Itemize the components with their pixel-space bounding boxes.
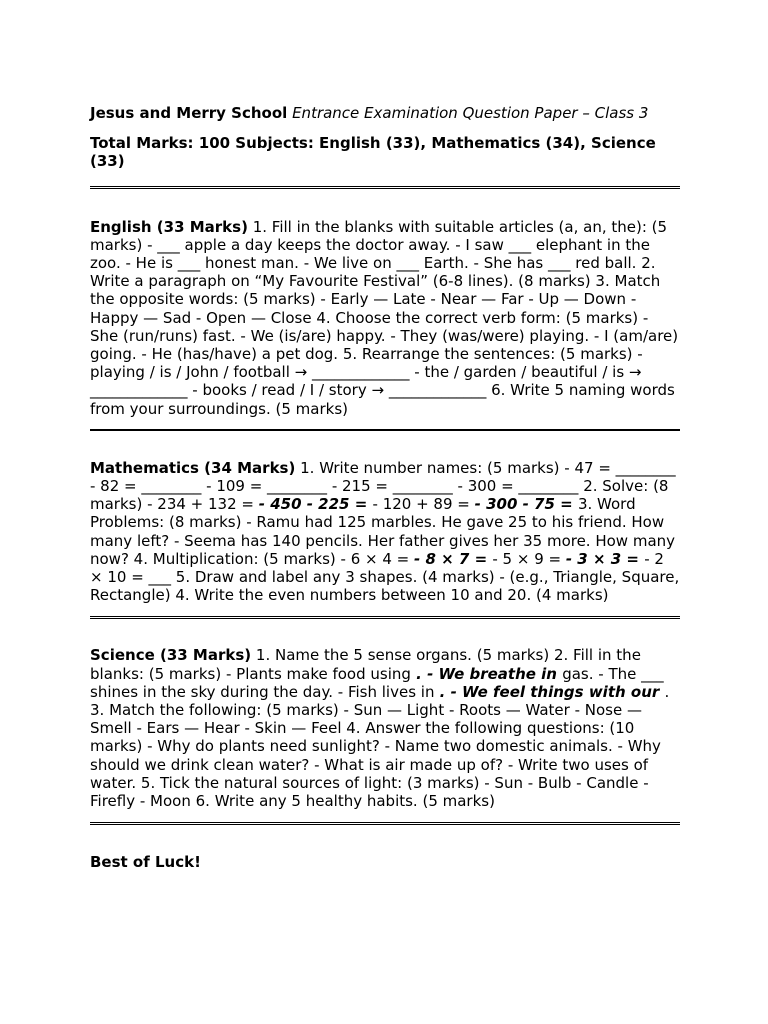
math-emphasis: - 8 × 7 = [414,549,493,568]
english-questions: 1. Fill in the blanks with suitable articles (a, an, the): (5 marks) - ___ apple a day keeps the doctor away. - I saw ___ elephant in the zoo. - He is ___ honest man. - We live on ___ Earth. - She has ___ red ball. 2. Write a paragraph on “My Favourite Festival” (6-8 lines). (8 marks) 3. Match the opposite words: (5 marks) - Early — Late - Near — Far - Up — Down - Happy — Sad - Open — Close 4. Choose the correct verb form: (5 marks) - She (run/runs) fast. - We (is/are) happy. - They (was/were) playing. - I (am/are) going. - He (has/have) a pet dog. 5. Rearrange the sentences: (5 marks) - playing / is / John / football → _____________ - the / garden / beautiful / is → _____________ - books / read / I / story → _____________ 6. Write 5 naming words from your surroundings. (5 marks) [90,217,679,418]
total-marks-line: Total Marks: 100 Subjects: English (33), Mathematics (34), Science (33) [90,134,656,171]
paper-header [90,104,680,122]
mathematics-heading: Mathematics (34 Marks) [90,458,296,477]
math-questions-part: - 120 + 89 = [372,495,475,514]
math-questions-part: - 5 × 9 = [492,549,566,568]
section-divider [90,616,680,619]
science-section [90,646,680,810]
science-questions-part: 1. Name the 5 sense organs. (5 marks) 2. Fill in the blanks: (5 marks) - Plants make food using [90,646,641,683]
math-emphasis: - 3 × 3 = [565,549,645,568]
science-questions-part: gas. - The ___ shines in the sky during the day. - Fish lives in [90,664,664,701]
math-emphasis: - 300 - 75 = [474,495,578,514]
mathematics-section [90,459,680,605]
math-emphasis: - 450 - 225 = [258,495,373,514]
science-emphasis: . - We breathe in [410,664,563,683]
closing-message: Best of Luck! [90,853,201,872]
math-questions-part: - 2 × 10 = ___ 5. Draw and label any 3 shapes. (4 marks) - (e.g., Triangle, Square, Rectangle) 4. Write the even numbers between 10 and 20. (4 marks) [90,549,680,605]
paper-title: Entrance Examination Question Paper – Class 3 [292,104,649,122]
science-heading: Science (33 Marks) [90,646,252,665]
science-questions-part: . 3. Match the following: (5 marks) - Sun — Light - Roots — Water - Nose — Smell - Ears — Hear - Skin — Feel 4. Answer the following questions: (10 marks) - Why do plants need sunlight? - Name two domestic animals. - Why should we drink clean water? - What is air made up of? - Write two uses of water. 5. Tick the natural sources of light: (3 marks) - Sun - Bulb - Candle - Firefly - Moon 6. Write any 5 healthy habits. (5 marks) [90,682,670,811]
document-body [90,104,680,872]
english-heading: English (33 Marks) [90,217,248,236]
math-questions-part: 1. Write number names: (5 marks) - 47 = ________ - 82 = ________ - 109 = ________ - 215 = ________ - 300 = ________ 2. Solve: (8 marks) - 234 + 132 = [90,458,676,514]
section-divider [90,429,680,431]
section-divider [90,822,680,825]
english-section [90,218,680,418]
math-questions-part: 3. Word Problems: (8 marks) - Ramu had 125 marbles. He gave 25 to his friend. How many left? - Seema has 140 pencils. Her father gives her 35 more. How many now? 4. Multiplication: (5 marks) - 6 × 4 = [90,495,676,568]
science-emphasis: . - We feel things with our [434,682,665,701]
school-name: Jesus and Merry School [90,104,288,122]
section-divider [90,186,680,189]
